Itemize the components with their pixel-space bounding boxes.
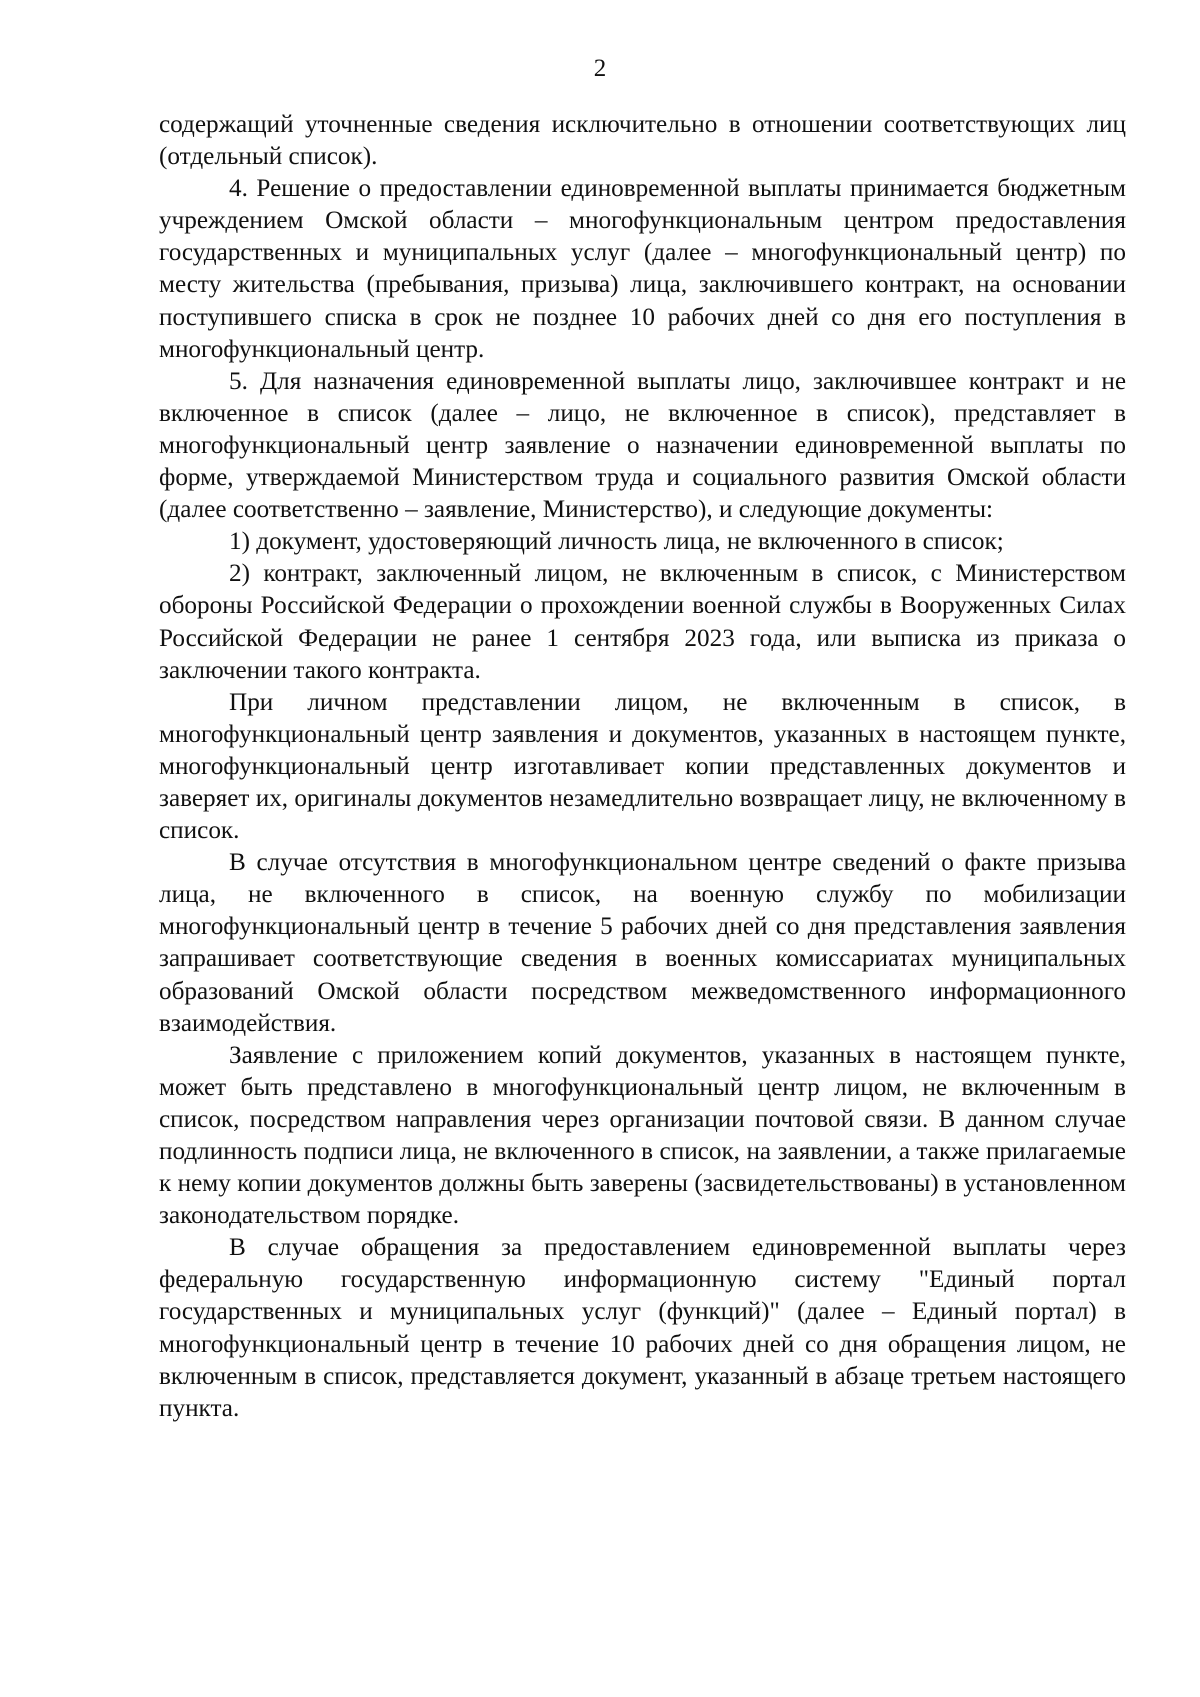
page-number: 2 [593,55,607,82]
paragraph-item-4: 4. Решение о предоставлении единовременной выплаты принимается бюджетным учреждением Омской области – многофункциональным центром предоставления государственных и муниципальных услуг (далее – многофункциональный центр) по месту жительства (пребывания, призыва) лица, заключившего контракт, на основании поступившего списка в срок не позднее 10 рабочих дней со дня его поступления в многофункциональный центр. [159,175,1126,363]
paragraph-personal-submission: При личном представлении лицом, не включенным в список, в многофункциональный центр заявления и документов, указанных в настоящем пункте, многофункциональный центр изготавливает копии представленных документов и заверяет их, оригиналы документов незамедлительно возвращает лицу, не включенному в список. [159,688,1126,845]
paragraph-item-5: 5. Для назначения единовременной выплаты лицо, заключившее контракт и не включенное в список (далее – лицо, не включенное в список), представляет в многофункциональный центр заявление о назначении единовременной выплаты по форме, утверждаемой Министерством труда и социального развития Омской области (далее соответственно – заявление, Министерство), и следующие документы: [159,367,1126,524]
subitem-2: 2) контракт, заключенный лицом, не включенным в список, с Министерством обороны Российской Федерации о прохождении военной службы в Вооруженных Силах Российской Федерации не ранее 1 сентября 2023 года, или выписка из приказа о заключении такого контракта. [159,560,1126,684]
subitem-1: 1) документ, удостоверяющий личность лица, не включенного в список; [229,528,1004,556]
paragraph-mobilization-info: В случае отсутствия в многофункциональном центре сведений о факте призыва лица, не включенного в список, на военную службу по мобилизации многофункциональный центр в течение 5 рабочих дней со дня представления заявления запрашивает соответствующие сведения в военных комиссариатах муниципальных образований Омской области посредством межведомственного информационного взаимодействия. [159,849,1126,1037]
document-body [159,109,1126,1425]
paragraph-postal-submission: Заявление с приложением копий документов, указанных в настоящем пункте, может быть представлено в многофункциональный центр лицом, не включенным в список, посредством направления через организации почтовой связи. В данном случае подлинность подписи лица, не включенного в список, на заявлении, а также прилагаемые к нему копии документов должны быть заверены (засвидетельствованы) в установленном законодательством порядке. [159,1041,1126,1230]
paragraph-continuation: содержащий уточненные сведения исключительно в отношении соответствующих лиц (отдельный список). [159,111,1126,171]
paragraph-unified-portal: В случае обращения за предоставлением единовременной выплаты через федеральную государственную информационную систему "Единый портал государственных и муниципальных услуг (функций)" (далее – Единый портал) в многофункциональный центр в течение 10 рабочих дней со дня обращения лицом, не включенным в список, представляется документ, указанный в абзаце третьем настоящего пункта. [159,1234,1126,1422]
